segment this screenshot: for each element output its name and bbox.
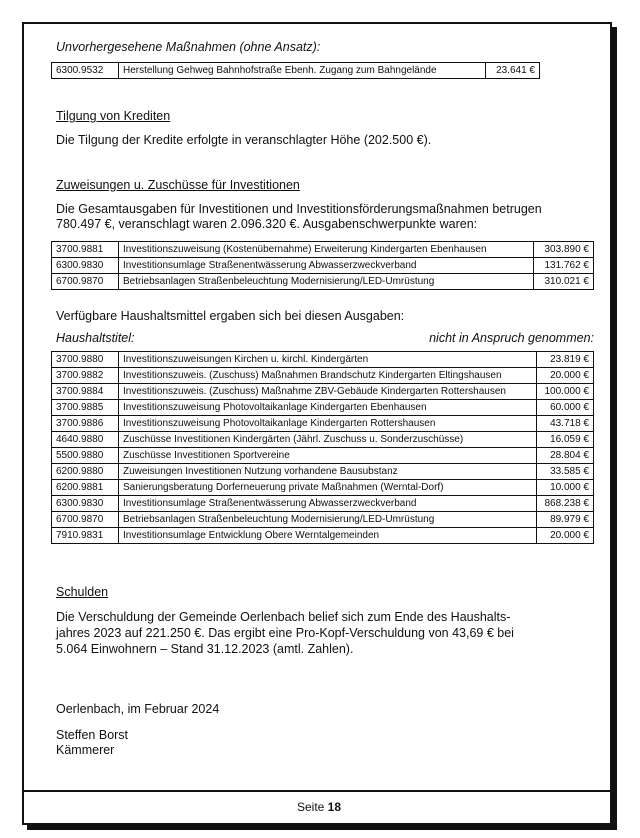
description-cell: Sanierungsberatung Dorferneuerung private Maßnahmen (Werntal-Dorf) — [119, 480, 537, 496]
account-code-cell: 3700.9880 — [52, 352, 119, 368]
zuweisungen-text-line2: 780.497 €, veranschlagt waren 2.096.320 €. Ausgabenschwerpunkte waren: — [56, 217, 478, 231]
account-code-cell: 6300.9532 — [52, 63, 119, 79]
zuweisungen-text-line1: Die Gesamtausgaben für Investitionen und Investitionsförderungsmaßnahmen betrugen — [56, 202, 542, 216]
amount-cell: 20.000 € — [536, 528, 593, 544]
table-row — [52, 242, 594, 258]
amount-cell: 28.804 € — [536, 448, 593, 464]
amount-cell: 303.890 € — [534, 242, 594, 258]
amount-cell: 310.021 € — [534, 274, 594, 290]
description-cell: Zuweisungen Investitionen Nutzung vorhandene Bausubstanz — [119, 464, 537, 480]
account-code-cell: 6700.9870 — [52, 274, 119, 290]
account-code-cell: 3700.9885 — [52, 400, 119, 416]
account-code-cell: 6200.9880 — [52, 464, 119, 480]
description-cell: Investitionsumlage Straßenentwässerung Abwasserzweckverband — [119, 496, 537, 512]
table-row — [52, 352, 594, 368]
description-cell: Investitionszuweisung Photovoltaikanlage Kindergarten Ebenhausen — [119, 400, 537, 416]
amount-cell: 100.000 € — [536, 384, 593, 400]
amount-cell: 43.718 € — [536, 416, 593, 432]
account-code-cell: 3700.9884 — [52, 384, 119, 400]
footer-divider — [24, 790, 610, 792]
table-row — [52, 274, 594, 290]
amount-cell: 868.238 € — [536, 496, 593, 512]
description-cell: Herstellung Gehweg Bahnhofstraße Ebenh. Zugang zum Bahngelände — [119, 63, 486, 79]
table-row — [52, 464, 594, 480]
schulden-line3: 5.064 Einwohnern – Stand 31.12.2023 (amtl. Zahlen). — [56, 642, 354, 656]
page-footer — [22, 800, 616, 814]
table-row — [52, 368, 594, 384]
account-code-cell: 5500.9880 — [52, 448, 119, 464]
schulden-line1: Die Verschuldung der Gemeinde Oerlenbach belief sich zum Ende des Haushalts- — [56, 610, 511, 624]
description-cell: Investitionszuweis. (Zuschuss) Maßnahme ZBV-Gebäude Kindergarten Rottershausen — [119, 384, 537, 400]
description-cell: Investitionszuweis. (Zuschuss) Maßnahmen Brandschutz Kindergarten Eltingshausen — [119, 368, 537, 384]
table-row — [52, 432, 594, 448]
verfuegbar-col-left: Haushaltstitel: — [56, 331, 135, 345]
amount-cell: 131.762 € — [534, 258, 594, 274]
verfuegbar-table — [51, 351, 594, 544]
amount-cell: 33.585 € — [536, 464, 593, 480]
account-code-cell: 6700.9870 — [52, 512, 119, 528]
unforeseen-heading: Unvorhergesehene Maßnahmen (ohne Ansatz): — [56, 40, 321, 54]
description-cell: Investitionszuweisung (Kostenübernahme) Erweiterung Kindergarten Ebenhausen — [119, 242, 534, 258]
zuweisungen-heading: Zuweisungen u. Zuschüsse für Investitionen — [56, 178, 300, 192]
tilgung-text: Die Tilgung der Kredite erfolgte in veranschlagter Höhe (202.500 €). — [56, 133, 432, 147]
description-cell: Betriebsanlagen Straßenbeleuchtung Modernisierung/LED-Umrüstung — [119, 274, 534, 290]
verfuegbar-text: Verfügbare Haushaltsmittel ergaben sich bei diesen Ausgaben: — [56, 309, 405, 323]
account-code-cell: 3700.9881 — [52, 242, 119, 258]
amount-cell: 23.819 € — [536, 352, 593, 368]
amount-cell: 23.641 € — [485, 63, 539, 79]
amount-cell: 10.000 € — [536, 480, 593, 496]
page-label: Seite — [296, 800, 325, 814]
table-row — [52, 528, 594, 544]
amount-cell: 20.000 € — [536, 368, 593, 384]
table-row — [52, 258, 594, 274]
table-row — [52, 384, 594, 400]
zuweisungen-table — [51, 241, 594, 290]
account-code-cell: 3700.9882 — [52, 368, 119, 384]
tilgung-heading: Tilgung von Krediten — [56, 109, 171, 123]
table-row — [52, 448, 594, 464]
description-cell: Investitionsumlage Straßenentwässerung Abwasserzweckverband — [119, 258, 534, 274]
signatory-role: Kämmerer — [56, 743, 115, 757]
amount-cell: 60.000 € — [536, 400, 593, 416]
page-number: 18 — [327, 800, 342, 814]
account-code-cell: 3700.9886 — [52, 416, 119, 432]
table-row — [52, 400, 594, 416]
description-cell: Investitionsumlage Entwicklung Obere Werntalgemeinden — [119, 528, 537, 544]
description-cell: Betriebsanlagen Straßenbeleuchtung Modernisierung/LED-Umrüstung — [119, 512, 537, 528]
table-row — [52, 416, 594, 432]
schulden-line2: jahres 2023 auf 221.250 €. Das ergibt eine Pro-Kopf-Verschuldung von 43,69 € bei — [56, 626, 514, 640]
schulden-heading: Schulden — [56, 585, 109, 599]
account-code-cell: 6300.9830 — [52, 496, 119, 512]
table-row — [52, 496, 594, 512]
place-date: Oerlenbach, im Februar 2024 — [56, 702, 220, 716]
account-code-cell: 6300.9830 — [52, 258, 119, 274]
description-cell: Investitionszuweisungen Kirchen u. kirchl. Kindergärten — [119, 352, 537, 368]
amount-cell: 16.059 € — [536, 432, 593, 448]
table-row — [52, 512, 594, 528]
account-code-cell: 4640.9880 — [52, 432, 119, 448]
description-cell: Investitionszuweisung Photovoltaikanlage Kindergarten Rottershausen — [119, 416, 537, 432]
description-cell: Zuschüsse Investitionen Kindergärten (Jährl. Zuschuss u. Sonderzuschüsse) — [119, 432, 537, 448]
table-row — [52, 480, 594, 496]
unforeseen-table — [51, 62, 540, 79]
verfuegbar-col-right: nicht in Anspruch genommen: — [429, 331, 594, 345]
account-code-cell: 6200.9881 — [52, 480, 119, 496]
signatory-name: Steffen Borst — [56, 728, 129, 742]
description-cell: Zuschüsse Investitionen Sportvereine — [119, 448, 537, 464]
amount-cell: 89.979 € — [536, 512, 593, 528]
table-row — [52, 63, 540, 79]
account-code-cell: 7910.9831 — [52, 528, 119, 544]
